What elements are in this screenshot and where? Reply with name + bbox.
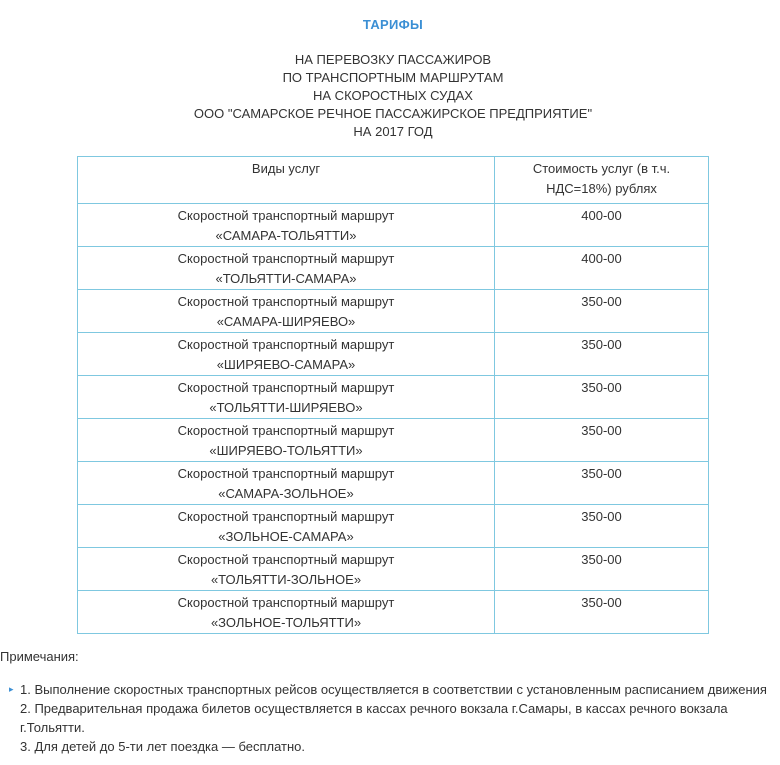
price-cell: 350-00 [495,290,709,333]
notes-list [0,680,780,756]
note-text: 1. Выполнение скоростных транспортных рейсов осуществляется в соответствии с установленным расписанием движения [20,682,767,697]
price-cell: 400-00 [495,204,709,247]
service-name: Скоростной транспортный маршрут [177,552,395,567]
note-text: 3. Для детей до 5-ти лет поездка — бесплатно. [20,739,306,754]
notes-label: Примечания: [0,649,79,664]
table-row [78,462,709,505]
subtitle-line: НА СКОРОСТНЫХ СУДАХ [313,88,473,103]
service-name: Скоростной транспортный маршрут [177,251,395,266]
route-name: «САМАРА-ТОЛЬЯТТИ» [215,228,357,243]
table-row [78,290,709,333]
route-name: «САМАРА-ЗОЛЬНОЕ» [218,486,354,501]
service-cell [78,247,495,290]
table-row [78,333,709,376]
page-title: ТАРИФЫ [362,17,424,32]
service-cell [78,376,495,419]
note-item [0,737,780,756]
price-cell: 350-00 [495,505,709,548]
service-cell [78,548,495,591]
service-name: Скоростной транспортный маршрут [177,337,395,352]
tariffs-table [77,156,709,634]
subtitle-line: ООО "САМАРСКОЕ РЕЧНОЕ ПАССАЖИРСКОЕ ПРЕДПРИЯТИЕ" [193,106,593,121]
route-name: «САМАРА-ШИРЯЕВО» [216,314,356,329]
service-name: Скоростной транспортный маршрут [177,509,395,524]
service-cell [78,505,495,548]
note-text: 2. Предварительная продажа билетов осуществляется в кассах речного вокзала г.Самары, в кассах речного вокзала г.Тольятти. [20,701,728,735]
table-row [78,505,709,548]
table-header-row [78,157,709,204]
service-cell [78,204,495,247]
note-item [0,699,780,737]
note-item [0,680,780,699]
column-header-services: Виды услуг [78,157,495,204]
price-cell: 350-00 [495,376,709,419]
table-row [78,548,709,591]
route-name: «ШИРЯЕВО-ТОЛЬЯТТИ» [209,443,363,458]
price-cell: 350-00 [495,419,709,462]
table-row [78,419,709,462]
service-cell [78,333,495,376]
document-subtitle [0,51,780,141]
subtitle-line: НА 2017 ГОД [353,124,433,139]
triangle-right-icon: ▸ [9,684,14,694]
route-name: «ШИРЯЕВО-САМАРА» [216,357,356,372]
service-cell [78,591,495,634]
service-cell [78,419,495,462]
route-name: «ТОЛЬЯТТИ-ШИРЯЕВО» [209,400,363,415]
service-name: Скоростной транспортный маршрут [177,380,395,395]
table-body [78,204,709,634]
price-cell: 350-00 [495,591,709,634]
route-name: «ТОЛЬЯТТИ-САМАРА» [215,271,357,286]
service-name: Скоростной транспортный маршрут [177,466,395,481]
price-cell: 350-00 [495,548,709,591]
table-row [78,376,709,419]
route-name: «ТОЛЬЯТТИ-ЗОЛЬНОЕ» [210,572,362,587]
service-name: Скоростной транспортный маршрут [177,595,395,610]
service-name: Скоростной транспортный маршрут [177,423,395,438]
column-header-price: Стоимость услуг (в т.ч. НДС=18%) рублях [495,157,709,204]
service-name: Скоростной транспортный маршрут [177,208,395,223]
price-cell: 350-00 [495,462,709,505]
table-row [78,204,709,247]
table-row [78,591,709,634]
price-cell: 400-00 [495,247,709,290]
route-name: «ЗОЛЬНОЕ-САМАРА» [218,529,354,544]
service-name: Скоростной транспортный маршрут [177,294,395,309]
route-name: «ЗОЛЬНОЕ-ТОЛЬЯТТИ» [210,615,362,630]
subtitle-line: НА ПЕРЕВОЗКУ ПАССАЖИРОВ [294,52,492,67]
service-cell [78,290,495,333]
service-cell [78,462,495,505]
price-cell: 350-00 [495,333,709,376]
subtitle-line: ПО ТРАНСПОРТНЫМ МАРШРУТАМ [282,70,504,85]
table-row [78,247,709,290]
